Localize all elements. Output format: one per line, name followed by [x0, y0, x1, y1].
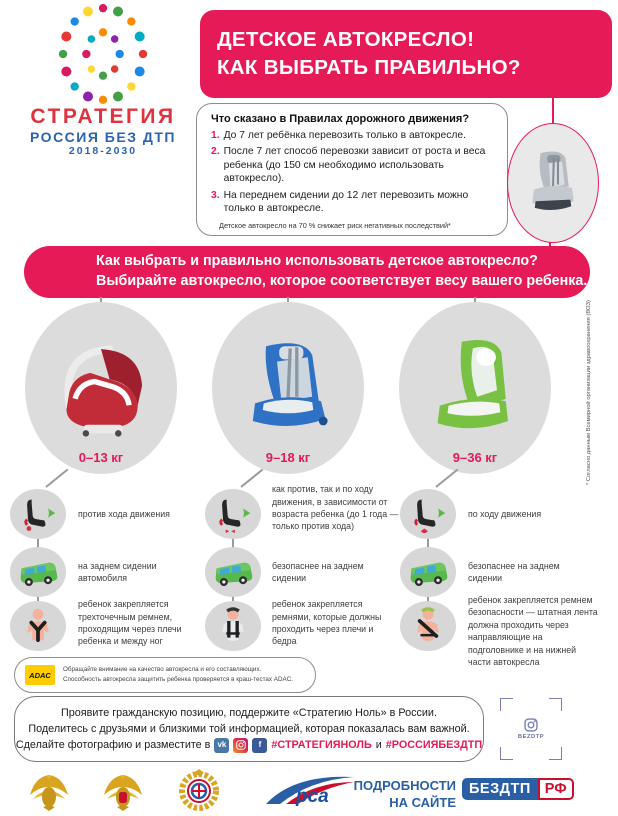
frame-corner-icon: [549, 698, 562, 711]
frame-corner-icon: [549, 747, 562, 760]
adac-card: [14, 657, 316, 693]
frame-corner-icon: [500, 747, 513, 760]
rsa-logo: [262, 772, 358, 812]
row-text: по ходу движения: [468, 508, 542, 519]
connector-line: [435, 469, 458, 488]
frame-corner-icon: [500, 698, 513, 711]
bezdtp-label: БЕЗДТП: [462, 778, 538, 800]
facebook-icon: f: [252, 738, 267, 753]
transport-ministry-emblem-icon: [26, 769, 72, 813]
traffic-rules-card: [196, 103, 508, 236]
logo-title: СТРАТЕГИЯ: [30, 105, 176, 128]
vk-icon: vk: [214, 738, 229, 753]
position-badge: [205, 547, 261, 597]
adac-logo: ADAC: [25, 665, 55, 685]
site-details-line1: ПОДРОБНОСТИ: [353, 778, 456, 793]
rules-footnote: Детское автокресло на 70 % снижает риск негативных последствий*: [219, 221, 451, 231]
instagram-glyph-icon: [524, 718, 538, 732]
connector-line: [240, 469, 263, 488]
row-text: ребенок закрепляется трехточечным ремнем, проходящим через плечи ребенка и между ног: [78, 599, 182, 647]
harness-icon: [413, 606, 443, 646]
car-icon: [212, 555, 254, 589]
seat-group-infant: [25, 302, 177, 474]
direction-badge: [10, 489, 66, 539]
seat-direction-icon: [18, 495, 58, 533]
booster-seat-icon: [420, 332, 530, 444]
cta-line3-prefix: Сделайте фотографию и разместите в: [15, 739, 211, 752]
instagram-icon: [233, 738, 248, 753]
page-title-line1: ДЕТСКОЕ АВТОКРЕСЛО!: [217, 27, 475, 51]
row-text: безопаснее на заднем сидении: [468, 560, 560, 583]
fastening-badge: [205, 601, 261, 651]
page-title: [200, 10, 612, 98]
cta-card: [14, 696, 484, 762]
logo-subtitle: РОССИЯ БЕЗ ДТП: [30, 129, 176, 145]
zero-mosaic-icon: [47, 4, 159, 104]
adac-line2: Способность автокресла защитить ребенка проверяется в краш-тестах ADAC.: [63, 676, 294, 683]
weight-label: 9–36 кг: [452, 450, 498, 465]
row-text: ребенок закрепляется ремнем безопасности — штатная лента должна проходить через направляющие на подголовнике и на нижней части автокресла: [468, 595, 598, 668]
cta-line1: Проявите гражданскую позицию, поддержите «Стратегию Ноль» в России.: [61, 706, 437, 719]
seat-group-booster: [399, 302, 551, 474]
harness-icon: [23, 606, 53, 646]
row-text: против хода движения: [78, 508, 170, 519]
seat-direction-icon: [408, 495, 448, 533]
cta-line2: Поделитесь с друзьями и близкими той информацией, которая показалась вам важной.: [28, 722, 470, 735]
rule-text: До 7 лет ребёнка перевозить только в автокресле.: [223, 130, 466, 141]
car-icon: [407, 555, 449, 589]
rule-number: 3.: [211, 189, 220, 201]
direction-badge: [400, 489, 456, 539]
hashtag-strategy: #СТРАТЕГИЯНОЛЬ: [271, 739, 372, 752]
weight-label: 0–13 кг: [78, 450, 124, 465]
connector-line: [552, 97, 554, 124]
rules-heading: Что сказано в Правилах дорожного движения?: [211, 113, 470, 125]
gibdd-emblem-icon: [176, 769, 222, 813]
bezdtp-logo: [462, 778, 574, 800]
adac-line1: Обращайте внимание на качество автокресла и его составляющих.: [63, 666, 262, 674]
row-text: ребенок закрепляется ремнями, которые должны проходить через плечи и бедра: [272, 599, 382, 647]
rf-label: РФ: [538, 778, 574, 800]
direction-badge: [205, 489, 261, 539]
row-text: безопаснее на заднем сидении: [272, 560, 364, 583]
banner-line1: Как выбрать и правильно использовать детское автокресло?: [96, 253, 538, 270]
harness-icon: [218, 606, 248, 646]
page-title-line2: КАК ВЫБРАТЬ ПРАВИЛЬНО?: [217, 56, 521, 79]
adac-text: [63, 665, 293, 685]
strategy-logo: [12, 4, 194, 157]
position-badge: [10, 547, 66, 597]
connector-line: [45, 469, 68, 488]
infant-carrier-icon: [45, 334, 157, 442]
top-seat-badge: [507, 123, 599, 243]
rule-item-2: [211, 145, 495, 185]
seat-group-toddler: [212, 302, 364, 474]
rule-item-3: [211, 189, 495, 216]
rule-text: После 7 лет способ перевозки зависит от роста и веса ребенка (до 150 см необходимо использовать автокресло).: [223, 146, 486, 185]
fastening-badge: [10, 601, 66, 651]
row-text: на заднем сидении автомобиля: [78, 560, 157, 583]
hashtag-bezdtp: #РОССИЯБЕЗДТП: [385, 739, 483, 752]
cta-line3: [16, 737, 482, 753]
weight-label: 9–18 кг: [265, 450, 311, 465]
instagram-nametag-badge: [500, 698, 562, 760]
cta-conjunction: и: [375, 739, 382, 752]
who-footnote: * Согласно данным Всемирной организации здравоохранения (ВОЗ): [586, 300, 592, 485]
main-banner: [24, 246, 590, 298]
fastening-badge: [400, 601, 456, 651]
car-icon: [17, 555, 59, 589]
rule-text: На переднем сидении до 12 лет перевозить можно только в автокресле.: [223, 189, 469, 214]
site-details-line2: НА САЙТЕ: [389, 794, 456, 810]
interior-ministry-emblem-icon: [100, 769, 146, 813]
seat-direction-icon: [213, 495, 253, 533]
row-text: как против, так и по ходу движения, в зависимости от возраста ребенка (до 1 года — только против хода): [272, 484, 399, 532]
position-badge: [400, 547, 456, 597]
rule-number: 2.: [211, 146, 220, 158]
toddler-seat-icon: [233, 332, 343, 444]
qr-label: BEZDTP: [517, 734, 545, 740]
car-seat-gray-icon: [524, 142, 582, 224]
rsa-label: рса: [296, 786, 329, 807]
site-details-text: [352, 778, 456, 812]
banner-line2: Выбирайте автокресло, которое соответствует весу вашего ребенка.: [96, 273, 588, 289]
logo-years: 2018-2030: [68, 145, 138, 157]
rule-item-1: [211, 129, 495, 142]
footer: [0, 766, 618, 816]
rule-number: 1.: [211, 130, 220, 141]
